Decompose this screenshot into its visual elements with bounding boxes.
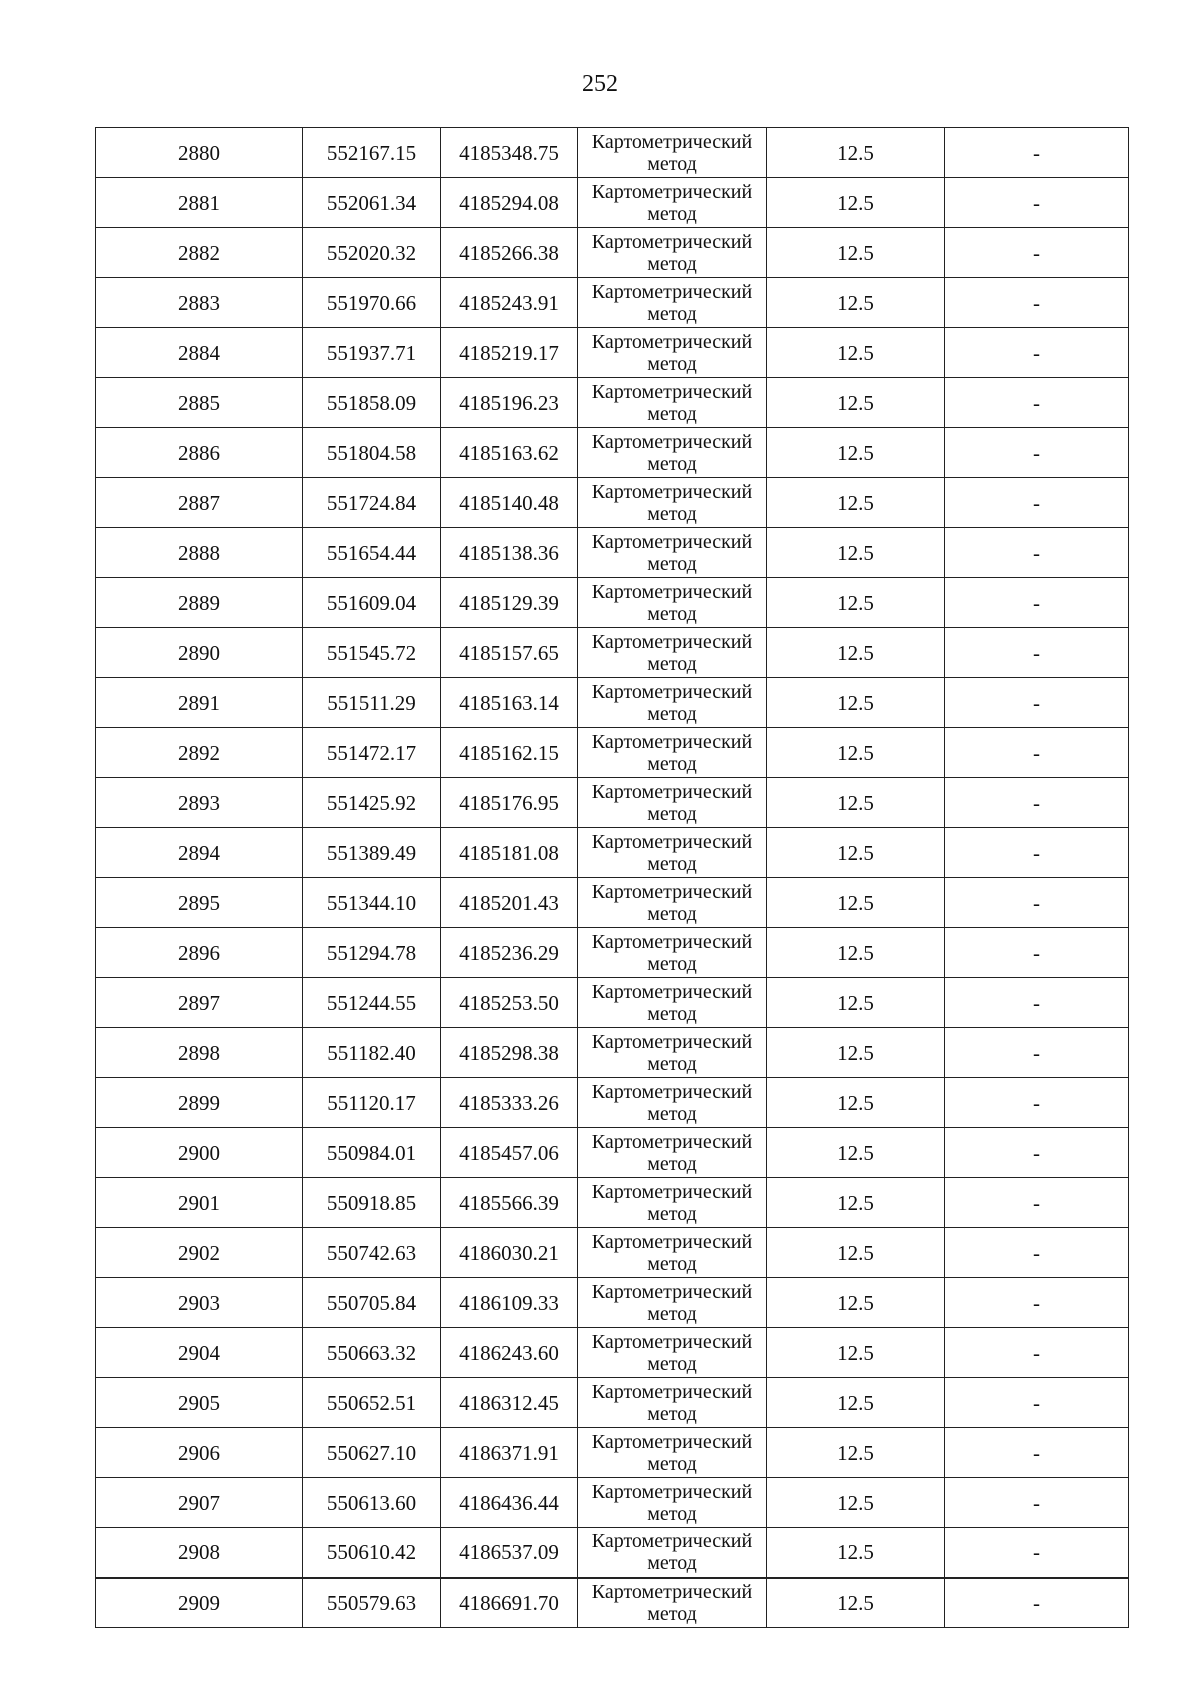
note-cell: -: [945, 378, 1129, 428]
table-row: [96, 1228, 1129, 1278]
method-line-1: Картометрический: [591, 1330, 753, 1353]
note-cell: -: [945, 1428, 1129, 1478]
accuracy-cell: 12.5: [767, 728, 945, 778]
point-number-cell: 2883: [96, 278, 303, 328]
x-coordinate-cell: 551472.17: [303, 728, 441, 778]
y-coordinate-cell: 4185457.06: [441, 1128, 578, 1178]
x-coordinate-cell: 551937.71: [303, 328, 441, 378]
method-line-1: Картометрический: [591, 580, 753, 603]
note-cell: -: [945, 478, 1129, 528]
method-cell: [578, 1328, 767, 1378]
method-line-1: Картометрический: [591, 680, 753, 703]
method-line-2: метод: [647, 1602, 697, 1625]
table-row: [96, 1478, 1129, 1528]
point-number-cell: 2903: [96, 1278, 303, 1328]
accuracy-cell: 12.5: [767, 428, 945, 478]
note-cell: -: [945, 278, 1129, 328]
method-cell: [578, 1128, 767, 1178]
y-coordinate-cell: 4185294.08: [441, 178, 578, 228]
table-row: [96, 628, 1129, 678]
table-row: [96, 778, 1129, 828]
point-number-cell: 2891: [96, 678, 303, 728]
table-body: [96, 128, 1129, 1628]
y-coordinate-cell: 4185162.15: [441, 728, 578, 778]
method-cell: [578, 1028, 767, 1078]
point-number-cell: 2885: [96, 378, 303, 428]
method-line-1: Картометрический: [591, 1180, 753, 1203]
y-coordinate-cell: 4185181.08: [441, 828, 578, 878]
point-number-cell: 2880: [96, 128, 303, 178]
method-cell: [578, 1528, 767, 1578]
method-cell: [578, 1378, 767, 1428]
x-coordinate-cell: 551654.44: [303, 528, 441, 578]
method-line-1: Картометрический: [591, 430, 753, 453]
method-line-2: метод: [647, 302, 697, 325]
point-number-cell: 2889: [96, 578, 303, 628]
method-line-2: метод: [647, 452, 697, 475]
method-cell: [578, 628, 767, 678]
note-cell: -: [945, 128, 1129, 178]
point-number-cell: 2898: [96, 1028, 303, 1078]
table-row: [96, 1578, 1129, 1628]
method-line-1: Картометрический: [591, 1480, 753, 1503]
accuracy-cell: 12.5: [767, 128, 945, 178]
note-cell: -: [945, 178, 1129, 228]
note-cell: -: [945, 578, 1129, 628]
method-line-1: Картометрический: [591, 480, 753, 503]
y-coordinate-cell: 4185163.14: [441, 678, 578, 728]
point-number-cell: 2907: [96, 1478, 303, 1528]
method-line-1: Картометрический: [591, 280, 753, 303]
method-cell: [578, 1278, 767, 1328]
y-coordinate-cell: 4186371.91: [441, 1428, 578, 1478]
x-coordinate-cell: 551858.09: [303, 378, 441, 428]
method-line-1: Картометрический: [591, 230, 753, 253]
table-row: [96, 1028, 1129, 1078]
y-coordinate-cell: 4185176.95: [441, 778, 578, 828]
method-cell: [578, 828, 767, 878]
point-number-cell: 2901: [96, 1178, 303, 1228]
note-cell: -: [945, 1178, 1129, 1228]
method-line-2: метод: [647, 952, 697, 975]
table-row: [96, 428, 1129, 478]
accuracy-cell: 12.5: [767, 678, 945, 728]
method-line-2: метод: [647, 1502, 697, 1525]
method-cell: [578, 528, 767, 578]
method-line-2: метод: [647, 402, 697, 425]
y-coordinate-cell: 4186109.33: [441, 1278, 578, 1328]
point-number-cell: 2908: [96, 1528, 303, 1578]
note-cell: -: [945, 528, 1129, 578]
x-coordinate-cell: 550663.32: [303, 1328, 441, 1378]
method-cell: [578, 228, 767, 278]
method-line-1: Картометрический: [591, 530, 753, 553]
x-coordinate-cell: 550705.84: [303, 1278, 441, 1328]
method-cell: [578, 278, 767, 328]
table-row: [96, 328, 1129, 378]
accuracy-cell: 12.5: [767, 1178, 945, 1228]
y-coordinate-cell: 4185348.75: [441, 128, 578, 178]
note-cell: -: [945, 1328, 1129, 1378]
method-cell: [578, 128, 767, 178]
table-row: [96, 378, 1129, 428]
y-coordinate-cell: 4186537.09: [441, 1528, 578, 1578]
note-cell: -: [945, 678, 1129, 728]
y-coordinate-cell: 4186312.45: [441, 1378, 578, 1428]
method-line-1: Картометрический: [591, 380, 753, 403]
point-number-cell: 2896: [96, 928, 303, 978]
method-line-2: метод: [647, 352, 697, 375]
accuracy-cell: 12.5: [767, 278, 945, 328]
method-line-1: Картометрический: [591, 1380, 753, 1403]
method-line-2: метод: [647, 1302, 697, 1325]
point-number-cell: 2897: [96, 978, 303, 1028]
accuracy-cell: 12.5: [767, 1278, 945, 1328]
table-row: [96, 1328, 1129, 1378]
method-line-2: метод: [647, 1002, 697, 1025]
x-coordinate-cell: 551724.84: [303, 478, 441, 528]
x-coordinate-cell: 551294.78: [303, 928, 441, 978]
y-coordinate-cell: 4185196.23: [441, 378, 578, 428]
x-coordinate-cell: 552020.32: [303, 228, 441, 278]
y-coordinate-cell: 4185236.29: [441, 928, 578, 978]
method-line-2: метод: [647, 1202, 697, 1225]
method-line-2: метод: [647, 1152, 697, 1175]
point-number-cell: 2881: [96, 178, 303, 228]
x-coordinate-cell: 550627.10: [303, 1428, 441, 1478]
table-row: [96, 1428, 1129, 1478]
method-line-2: метод: [647, 902, 697, 925]
method-line-1: Картометрический: [591, 1430, 753, 1453]
method-line-1: Картометрический: [591, 980, 753, 1003]
note-cell: -: [945, 1128, 1129, 1178]
x-coordinate-cell: 550918.85: [303, 1178, 441, 1228]
method-line-2: метод: [647, 602, 697, 625]
table-row: [96, 1378, 1129, 1428]
note-cell: -: [945, 1478, 1129, 1528]
accuracy-cell: 12.5: [767, 1578, 945, 1628]
accuracy-cell: 12.5: [767, 1378, 945, 1428]
accuracy-cell: 12.5: [767, 1128, 945, 1178]
y-coordinate-cell: 4186030.21: [441, 1228, 578, 1278]
table-row: [96, 228, 1129, 278]
table-row: [96, 678, 1129, 728]
method-line-2: метод: [647, 852, 697, 875]
method-cell: [578, 1428, 767, 1478]
method-line-2: метод: [647, 202, 697, 225]
point-number-cell: 2884: [96, 328, 303, 378]
method-line-1: Картометрический: [591, 1580, 753, 1603]
method-cell: [578, 678, 767, 728]
method-cell: [578, 1078, 767, 1128]
table-row: [96, 728, 1129, 778]
note-cell: -: [945, 428, 1129, 478]
method-line-1: Картометрический: [591, 330, 753, 353]
accuracy-cell: 12.5: [767, 1228, 945, 1278]
method-line-1: Картометрический: [591, 1080, 753, 1103]
method-cell: [578, 878, 767, 928]
note-cell: -: [945, 878, 1129, 928]
x-coordinate-cell: 552061.34: [303, 178, 441, 228]
method-line-2: метод: [647, 1402, 697, 1425]
y-coordinate-cell: 4185138.36: [441, 528, 578, 578]
point-number-cell: 2887: [96, 478, 303, 528]
accuracy-cell: 12.5: [767, 1478, 945, 1528]
accuracy-cell: 12.5: [767, 828, 945, 878]
accuracy-cell: 12.5: [767, 178, 945, 228]
accuracy-cell: 12.5: [767, 878, 945, 928]
method-cell: [578, 778, 767, 828]
method-line-2: метод: [647, 1252, 697, 1275]
note-cell: -: [945, 1228, 1129, 1278]
point-number-cell: 2892: [96, 728, 303, 778]
y-coordinate-cell: 4185566.39: [441, 1178, 578, 1228]
method-line-2: метод: [647, 502, 697, 525]
note-cell: -: [945, 1028, 1129, 1078]
page-number: 252: [582, 71, 618, 97]
x-coordinate-cell: 550610.42: [303, 1528, 441, 1578]
y-coordinate-cell: 4185163.62: [441, 428, 578, 478]
accuracy-cell: 12.5: [767, 378, 945, 428]
table-row: [96, 928, 1129, 978]
method-cell: [578, 478, 767, 528]
x-coordinate-cell: 552167.15: [303, 128, 441, 178]
note-cell: -: [945, 1078, 1129, 1128]
y-coordinate-cell: 4185219.17: [441, 328, 578, 378]
note-cell: -: [945, 1578, 1129, 1628]
point-number-cell: 2906: [96, 1428, 303, 1478]
x-coordinate-cell: 551425.92: [303, 778, 441, 828]
method-cell: [578, 578, 767, 628]
accuracy-cell: 12.5: [767, 1078, 945, 1128]
method-line-1: Картометрический: [591, 130, 753, 153]
note-cell: -: [945, 228, 1129, 278]
table-row: [96, 178, 1129, 228]
note-cell: -: [945, 828, 1129, 878]
table-row: [96, 528, 1129, 578]
point-number-cell: 2886: [96, 428, 303, 478]
method-line-1: Картометрический: [591, 1030, 753, 1053]
accuracy-cell: 12.5: [767, 478, 945, 528]
method-line-1: Картометрический: [591, 880, 753, 903]
note-cell: -: [945, 1278, 1129, 1328]
table-row: [96, 878, 1129, 928]
method-cell: [578, 928, 767, 978]
point-number-cell: 2894: [96, 828, 303, 878]
point-number-cell: 2895: [96, 878, 303, 928]
accuracy-cell: 12.5: [767, 928, 945, 978]
method-cell: [578, 1478, 767, 1528]
method-line-1: Картометрический: [591, 780, 753, 803]
x-coordinate-cell: 551970.66: [303, 278, 441, 328]
accuracy-cell: 12.5: [767, 1528, 945, 1578]
method-line-1: Картометрический: [591, 730, 753, 753]
note-cell: -: [945, 628, 1129, 678]
method-cell: [578, 978, 767, 1028]
x-coordinate-cell: 551804.58: [303, 428, 441, 478]
method-line-1: Картометрический: [591, 1230, 753, 1253]
x-coordinate-cell: 550742.63: [303, 1228, 441, 1278]
table-row: [96, 478, 1129, 528]
x-coordinate-cell: 551344.10: [303, 878, 441, 928]
method-line-2: метод: [647, 1352, 697, 1375]
y-coordinate-cell: 4186691.70: [441, 1578, 578, 1628]
accuracy-cell: 12.5: [767, 1428, 945, 1478]
x-coordinate-cell: 551511.29: [303, 678, 441, 728]
table-row: [96, 1128, 1129, 1178]
method-line-2: метод: [647, 1552, 697, 1575]
method-line-2: метод: [647, 1102, 697, 1125]
accuracy-cell: 12.5: [767, 628, 945, 678]
method-cell: [578, 328, 767, 378]
point-number-cell: 2888: [96, 528, 303, 578]
note-cell: -: [945, 1378, 1129, 1428]
method-line-2: метод: [647, 802, 697, 825]
accuracy-cell: 12.5: [767, 228, 945, 278]
point-number-cell: 2904: [96, 1328, 303, 1378]
y-coordinate-cell: 4185243.91: [441, 278, 578, 328]
y-coordinate-cell: 4185253.50: [441, 978, 578, 1028]
y-coordinate-cell: 4185129.39: [441, 578, 578, 628]
method-line-2: метод: [647, 752, 697, 775]
method-line-1: Картометрический: [591, 1130, 753, 1153]
method-line-1: Картометрический: [591, 830, 753, 853]
method-line-1: Картометрический: [591, 930, 753, 953]
point-number-cell: 2902: [96, 1228, 303, 1278]
x-coordinate-cell: 551389.49: [303, 828, 441, 878]
point-number-cell: 2882: [96, 228, 303, 278]
method-line-1: Картометрический: [591, 180, 753, 203]
point-number-cell: 2900: [96, 1128, 303, 1178]
accuracy-cell: 12.5: [767, 1328, 945, 1378]
x-coordinate-cell: 551182.40: [303, 1028, 441, 1078]
method-cell: [578, 1228, 767, 1278]
x-coordinate-cell: 550652.51: [303, 1378, 441, 1428]
y-coordinate-cell: 4186436.44: [441, 1478, 578, 1528]
y-coordinate-cell: 4185201.43: [441, 878, 578, 928]
note-cell: -: [945, 1528, 1129, 1578]
point-number-cell: 2909: [96, 1578, 303, 1628]
note-cell: -: [945, 978, 1129, 1028]
point-number-cell: 2893: [96, 778, 303, 828]
table-row: [96, 828, 1129, 878]
note-cell: -: [945, 778, 1129, 828]
table-row: [96, 1278, 1129, 1328]
y-coordinate-cell: 4185266.38: [441, 228, 578, 278]
method-cell: [578, 378, 767, 428]
method-line-1: Картометрический: [591, 630, 753, 653]
method-cell: [578, 728, 767, 778]
accuracy-cell: 12.5: [767, 778, 945, 828]
x-coordinate-cell: 551545.72: [303, 628, 441, 678]
method-line-2: метод: [647, 702, 697, 725]
accuracy-cell: 12.5: [767, 978, 945, 1028]
coordinates-table: [95, 127, 1129, 1628]
method-cell: [578, 428, 767, 478]
y-coordinate-cell: 4185298.38: [441, 1028, 578, 1078]
accuracy-cell: 12.5: [767, 1028, 945, 1078]
method-line-2: метод: [647, 652, 697, 675]
method-line-1: Картометрический: [591, 1280, 753, 1303]
x-coordinate-cell: 550613.60: [303, 1478, 441, 1528]
table-row: [96, 578, 1129, 628]
y-coordinate-cell: 4185333.26: [441, 1078, 578, 1128]
note-cell: -: [945, 928, 1129, 978]
method-line-2: метод: [647, 1052, 697, 1075]
point-number-cell: 2905: [96, 1378, 303, 1428]
table-row: [96, 978, 1129, 1028]
table-row: [96, 1528, 1129, 1578]
y-coordinate-cell: 4185140.48: [441, 478, 578, 528]
method-line-2: метод: [647, 552, 697, 575]
y-coordinate-cell: 4185157.65: [441, 628, 578, 678]
method-cell: [578, 1178, 767, 1228]
x-coordinate-cell: 551609.04: [303, 578, 441, 628]
note-cell: -: [945, 328, 1129, 378]
method-line-2: метод: [647, 1452, 697, 1475]
method-cell: [578, 1578, 767, 1628]
x-coordinate-cell: 550984.01: [303, 1128, 441, 1178]
table-row: [96, 128, 1129, 178]
table-row: [96, 1078, 1129, 1128]
x-coordinate-cell: 551244.55: [303, 978, 441, 1028]
accuracy-cell: 12.5: [767, 578, 945, 628]
method-line-1: Картометрический: [591, 1530, 753, 1553]
method-line-2: метод: [647, 152, 697, 175]
x-coordinate-cell: 550579.63: [303, 1578, 441, 1628]
y-coordinate-cell: 4186243.60: [441, 1328, 578, 1378]
table-row: [96, 1178, 1129, 1228]
accuracy-cell: 12.5: [767, 528, 945, 578]
x-coordinate-cell: 551120.17: [303, 1078, 441, 1128]
note-cell: -: [945, 728, 1129, 778]
accuracy-cell: 12.5: [767, 328, 945, 378]
method-line-2: метод: [647, 252, 697, 275]
table-row: [96, 278, 1129, 328]
method-cell: [578, 178, 767, 228]
point-number-cell: 2890: [96, 628, 303, 678]
point-number-cell: 2899: [96, 1078, 303, 1128]
